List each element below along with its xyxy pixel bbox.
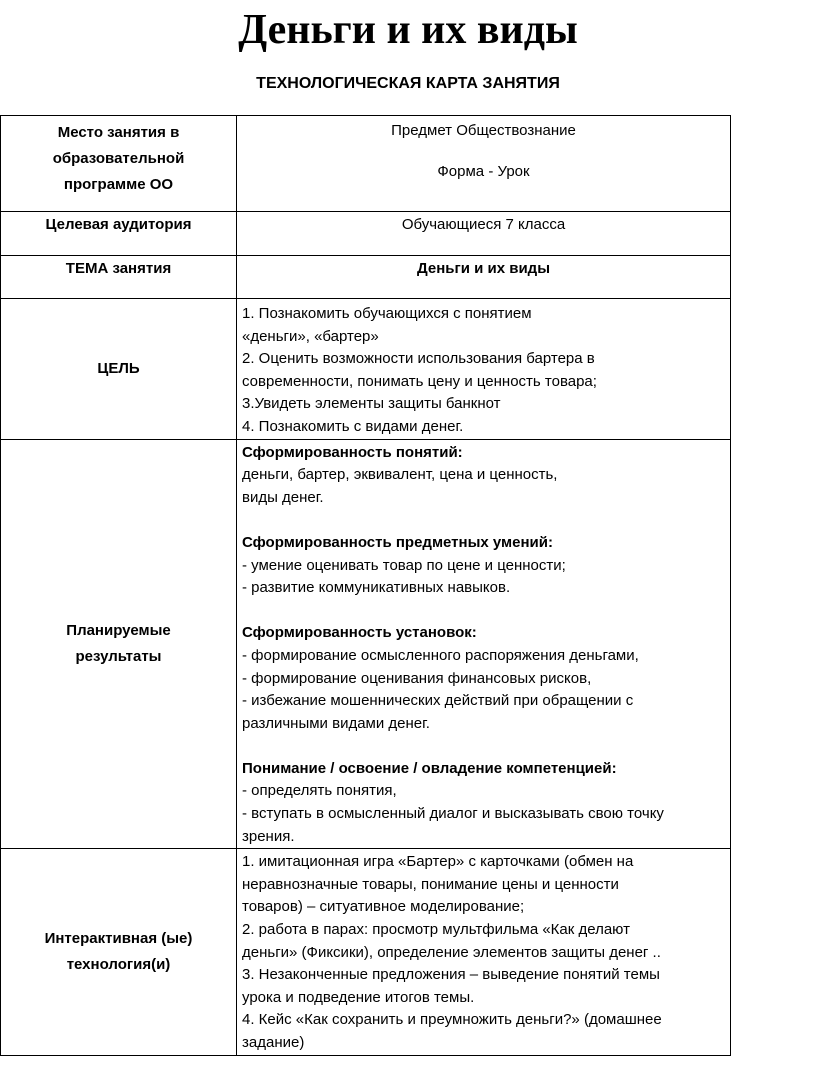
attitudes-heading: Сформированность установок: (242, 624, 477, 642)
goal-line: 4. Познакомить с видами денег. (242, 417, 464, 435)
technology-label-cell (1, 849, 237, 1055)
results-label-line: результаты (75, 647, 162, 665)
form-text: Форма - Урок (437, 162, 530, 180)
goal-label-cell (1, 299, 237, 440)
technology-line: 3. Незаконченные предложения – выведение понятий темы (242, 966, 660, 984)
concepts-line: деньги, бартер, эквивалент, цена и ценность, (242, 466, 558, 484)
place-value-cell (237, 116, 731, 212)
attitudes-line: - формирование осмысленного распоряжения деньгами, (242, 646, 639, 664)
technology-line: 1. имитационная игра «Бартер» с карточками (обмен на (242, 853, 634, 871)
document-title: Деньги и их виды (238, 7, 578, 53)
results-label-cell (1, 439, 237, 849)
technology-line: 2. работа в парах: просмотр мультфильма «Как делают (242, 921, 630, 939)
attitudes-line: - формирование оценивания финансовых рисков, (242, 669, 592, 687)
competence-line: - вступать в осмысленный диалог и высказывать свою точку (242, 805, 664, 823)
audience-label: Целевая аудитория (45, 216, 192, 233)
technology-line: 4. Кейс «Как сохранить и преумножить деньги?» (домашнее (242, 1011, 662, 1029)
place-label-line: образовательной (52, 150, 185, 167)
goal-line: «деньги», «бартер» (242, 327, 379, 345)
table-row-goal (0, 299, 731, 440)
results-value-cell (237, 439, 731, 849)
table-row-technology (0, 849, 731, 1055)
skills-heading: Сформированность предметных умений: (242, 533, 553, 551)
technology-label-line: технология(и) (66, 955, 171, 973)
skills-line: - развитие коммуникативных навыков. (242, 579, 511, 597)
audience-value: Обучающиеся 7 класса (401, 216, 566, 233)
topic-label: ТЕМА занятия (65, 260, 172, 277)
attitudes-line: - избежание мошеннических действий при обращении с (242, 692, 634, 710)
technology-line: неравнозначные товары, понимание цены и ценности (242, 875, 619, 893)
subject-text: Предмет Обществознание (391, 122, 576, 139)
goal-line: 1. Познакомить обучающихся с понятием (242, 305, 532, 322)
document-subtitle: ТЕХНОЛОГИЧЕСКАЯ КАРТА ЗАНЯТИЯ (256, 75, 560, 92)
technology-line: товаров) – ситуативное моделирование; (242, 898, 525, 916)
audience-value-cell (237, 212, 731, 256)
concepts-line: виды денег. (242, 488, 324, 506)
goal-line: современности, понимать цену и ценность товара; (242, 372, 597, 390)
technology-line: деньги» (Фиксики), определение элементов защиты денег .. (242, 943, 661, 961)
concepts-heading: Сформированность понятий: (242, 443, 463, 461)
place-label-line: Место занятия в (57, 124, 180, 141)
topic-value: Деньги и их виды (416, 260, 551, 277)
table-row-topic (0, 256, 731, 299)
competence-line: зрения. (242, 827, 295, 845)
skills-line: - умение оценивать товар по цене и ценности; (242, 556, 566, 574)
table-row-results (0, 439, 731, 849)
technology-line: урока и подведение итогов темы. (242, 988, 475, 1006)
goal-value-cell (237, 299, 731, 440)
topic-label-cell (1, 256, 237, 299)
competence-heading: Понимание / освоение / овладение компетенцией: (242, 759, 617, 777)
place-label-cell (1, 116, 237, 212)
technology-label-line: Интерактивная (ые) (44, 929, 193, 947)
results-label-line: Планируемые (66, 621, 171, 639)
attitudes-line: различными видами денег. (242, 714, 430, 732)
table-row-audience (0, 212, 731, 256)
competence-line: - определять понятия, (242, 782, 397, 800)
goal-line: 3.Увидеть элементы защиты банкнот (242, 395, 501, 413)
goal-label: ЦЕЛЬ (97, 359, 140, 377)
technology-line: задание) (242, 1034, 305, 1051)
place-label-line: программе ОО (63, 176, 174, 193)
table-row-place (0, 116, 731, 212)
audience-label-cell (1, 212, 237, 256)
topic-value-cell (237, 256, 731, 299)
goal-line: 2. Оценить возможности использования бартера в (242, 350, 595, 368)
lesson-map-table (0, 115, 731, 1056)
technology-value-cell (237, 849, 731, 1055)
